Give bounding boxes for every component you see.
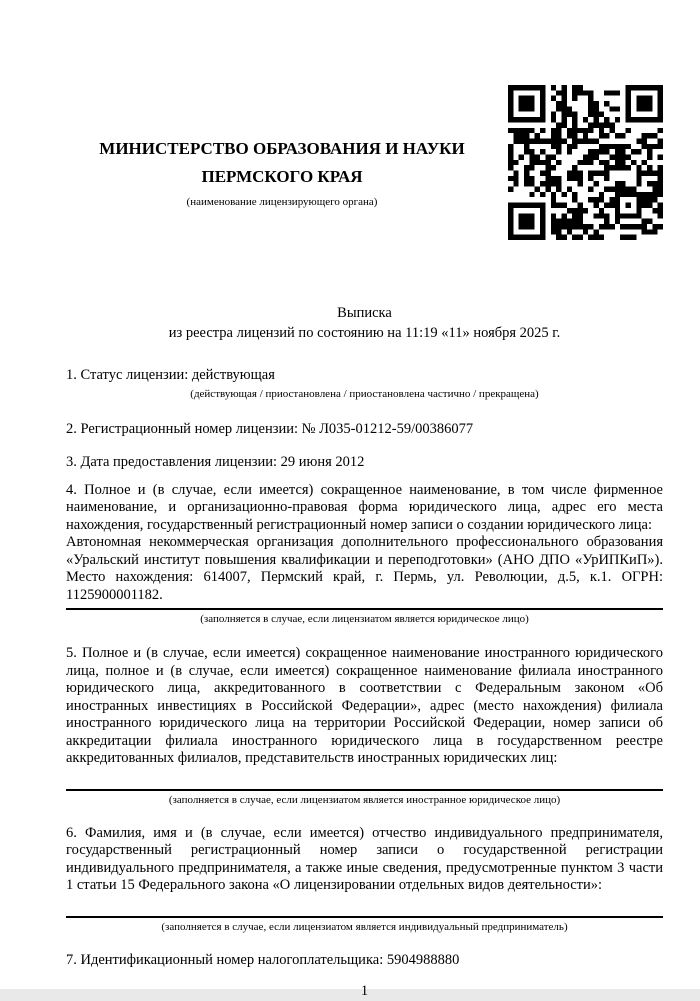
page-number: 1 <box>360 983 369 999</box>
document-title-block <box>66 303 663 343</box>
authority-name <box>66 135 498 191</box>
qr-code-icon <box>508 85 663 240</box>
document-header <box>66 0 663 240</box>
item-legal-entity-value: Автономная некоммерческая организация дополнительного профессионального образования «Уральский институт повышения квалификации и переподготовки» (АНО ДПО «УрИПКиП»). Место нахождения: 614007, Пермский край, г. Пермь, ул. Революции, д.5, к.1. ОГРН: 1125900001182. <box>66 534 663 603</box>
item-individual-entrepreneur-text: 6. Фамилия, имя и (в случае, если имеется) отчество индивидуального предпринимателя, государственный регистрационный номер записи о государственной регистрации индивидуального предпринимателя, а также иные сведения, предусмотренные пунктом 3 части 1 статьи 15 Федерального закона «О лицензировании отдельных видов деятельности»: <box>66 824 663 893</box>
item-foreign-entity-note: (заполняется в случае, если лицензиатом является иностранное юридическое лицо) <box>168 793 561 806</box>
item-taxpayer-number <box>66 952 663 970</box>
item-taxpayer-number-text: 7. Идентификационный номер налогоплательщика: 5904988880 <box>66 951 460 968</box>
authority-caption: (наименование лицензирующего органа) <box>186 195 378 208</box>
fill-in-rule <box>66 916 663 918</box>
item-license-status <box>66 367 663 401</box>
item-license-status-text: 1. Статус лицензии: действующая <box>66 367 275 383</box>
blank-field <box>66 895 663 912</box>
fill-in-rule <box>66 789 663 791</box>
blank-field <box>66 768 663 785</box>
item-individual-entrepreneur <box>66 825 663 934</box>
authority-name-line2: ПЕРМСКОГО КРАЯ <box>201 166 363 186</box>
item-registration-number-text: 2. Регистрационный номер лицензии: № Л035-01212-59/00386077 <box>66 420 474 437</box>
item-license-date-text: 3. Дата предоставления лицензии: 29 июня 2012 <box>66 454 365 470</box>
item-license-status-note: (действующая / приостановлена / приостановлена частично / прекращена) <box>190 387 539 400</box>
item-foreign-entity-text: 5. Полное и (в случае, если имеется) сокращенное наименование иностранного юридического лица, полное и (в случае, если имеется) сокращенное наименование филиала иностранного юридического лица, аккредитованного в соответствии с Федеральным законом «Об иностранных инвестициях в Российской Федерации», адрес (место нахождения) филиала иностранного юридического лица на территории Российской Федерации, номер записи об аккредитации филиала иностранного юридического лица в государственном реестре аккредитованных филиалов, представительств иностранных юридических лиц: <box>66 645 663 766</box>
document-subtitle: из реестра лицензий по состоянию на 11:19 «11» ноября 2025 г. <box>168 325 561 341</box>
item-individual-entrepreneur-note: (заполняется в случае, если лицензиатом является индивидуальный предприниматель) <box>161 920 568 933</box>
item-legal-entity-note: (заполняется в случае, если лицензиатом является юридическое лицо) <box>200 613 529 625</box>
licensing-authority-block <box>66 135 508 209</box>
item-registration-number <box>66 421 663 439</box>
item-legal-entity-text: 4. Полное и (в случае, если имеется) сокращенное наименование, в том числе фирменное наименование, и организационно-правовая форма юридического лица, адрес его места нахождения, государственный регистрационный номер записи о создании юридического лица: <box>66 481 663 533</box>
item-foreign-entity <box>66 645 663 807</box>
item-legal-entity <box>66 482 663 627</box>
authority-name-line1: МИНИСТЕРСТВО ОБРАЗОВАНИЯ И НАУКИ <box>99 138 465 158</box>
fill-in-rule <box>66 608 663 610</box>
item-license-date <box>66 454 663 472</box>
document-title: Выписка <box>337 305 392 321</box>
